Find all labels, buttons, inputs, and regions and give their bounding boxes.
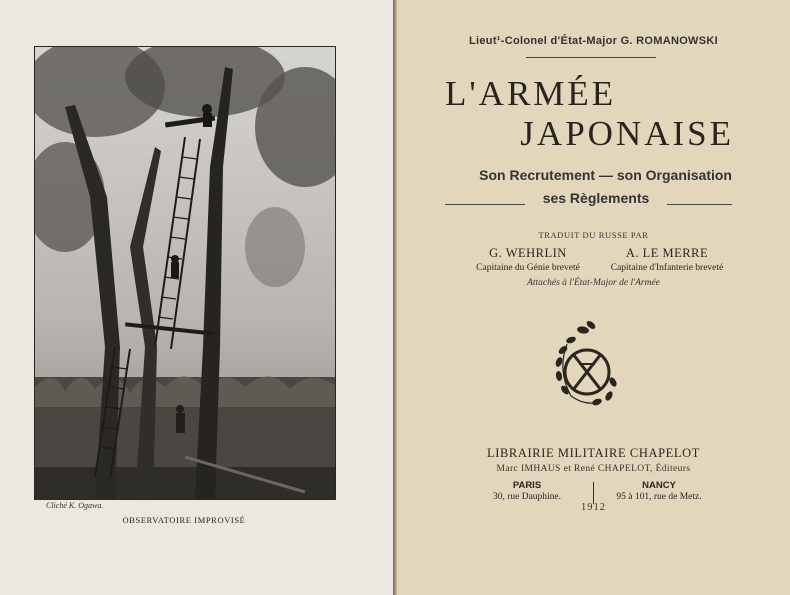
publisher-address-nancy (599, 480, 719, 502)
title-line-1: L'ARMÉE (445, 74, 617, 113)
subtitle-rule-right (667, 204, 732, 205)
title-page (397, 0, 790, 595)
left-page (0, 0, 393, 595)
frontispiece-photo (34, 46, 336, 500)
address-divider (593, 482, 594, 504)
translator-rank: Capitaine du Génie breveté (476, 263, 580, 273)
publisher-address-paris (467, 480, 587, 502)
subtitle-line-1: Son Recrutement — son Organisation (479, 167, 732, 183)
publication-year: 1912 (581, 502, 606, 513)
attaches-line: Attachés à l'État-Major de l'Armée (527, 278, 660, 288)
publisher-editors: Marc IMHAUS et René CHAPELOT, Éditeurs (496, 464, 691, 474)
city-name: NANCY (642, 480, 676, 491)
translator-name: G. WEHRLIN (489, 246, 567, 260)
translator (582, 246, 752, 273)
photo-credit: Cliché K. Ogawa. (46, 501, 104, 510)
city-name: PARIS (512, 480, 542, 491)
publisher-name: LIBRAIRIE MILITAIRE CHAPELOT (487, 446, 700, 460)
translated-by: TRADUIT DU RUSSE PAR (538, 230, 649, 240)
street-address: 95 à 101, rue de Metz. (616, 492, 702, 502)
subtitle-line-2: ses Règlements (542, 190, 650, 206)
street-address: 30, rue Dauphine. (492, 492, 562, 502)
author-rule (526, 57, 656, 58)
translator-rank: Capitaine d'Infanterie breveté (610, 263, 724, 273)
crossed-swords-wreath-emblem-icon (549, 320, 629, 408)
title-line-2: JAPONAISE (520, 114, 734, 153)
photo-caption: OBSERVATOIRE IMPROVISÉ (122, 515, 246, 525)
author-line: Lieut¹-Colonel d'État-Major G. ROMANOWSKI (469, 35, 718, 47)
translator-name: A. LE MERRE (625, 246, 709, 260)
